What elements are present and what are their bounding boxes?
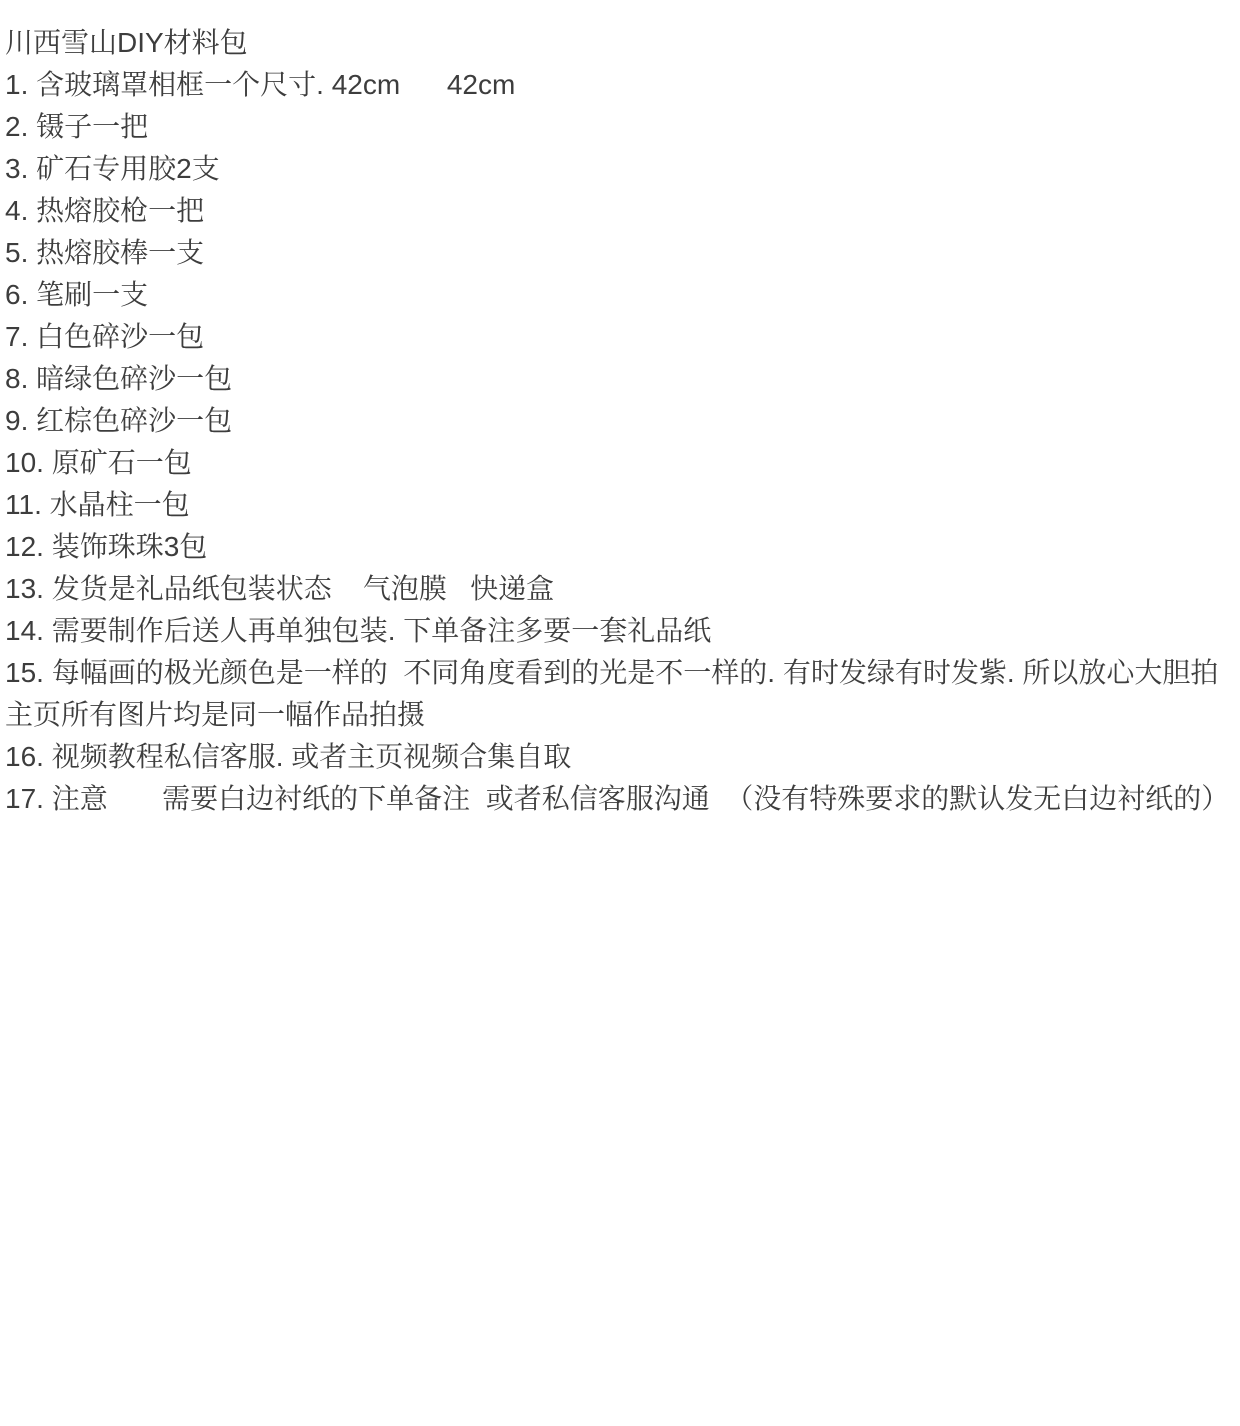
list-item-2: 2. 镊子一把 (5, 111, 149, 142)
list-item-5: 5. 热熔胶棒一支 (5, 237, 205, 268)
list-item-15: 15. 每幅画的极光颜色是一样的 不同角度看到的光是不一样的. 有时发绿有时发紫. 所以放心大胆拍 (5, 657, 1219, 688)
list-item-10: 10. 原矿石一包 (5, 447, 192, 478)
list-item-6: 6. 笔刷一支 (5, 279, 149, 310)
list-item-16: 16. 视频教程私信客服. 或者主页视频合集自取 (5, 741, 572, 772)
list-item-9: 9. 红棕色碎沙一包 (5, 405, 233, 436)
list-item-14: 14. 需要制作后送人再单独包装. 下单备注多要一套礼品纸 (5, 615, 712, 646)
list-item-11: 11. 水晶柱一包 (5, 489, 190, 520)
list-item-1: 1. 含玻璃罩相框一个尺寸. 42cm 42cm (5, 69, 516, 100)
list-item-15-continuation: 主页所有图片均是同一幅作品拍摄 (5, 699, 426, 730)
list-item-3: 3. 矿石专用胶2支 (5, 153, 220, 184)
list-item-8: 8. 暗绿色碎沙一包 (5, 363, 233, 394)
list-item-17: 17. 注意 需要白边衬纸的下单备注 或者私信客服沟通 （没有特殊要求的默认发无白边衬纸的） (5, 783, 1230, 814)
list-item-13: 13. 发货是礼品纸包装状态 气泡膜 快递盒 (5, 573, 555, 604)
document-title: 川西雪山DIY材料包 (5, 27, 248, 58)
list-item-4: 4. 热熔胶枪一把 (5, 195, 205, 226)
list-item-7: 7. 白色碎沙一包 (5, 321, 205, 352)
product-description-document (5, 22, 1232, 820)
list-item-12: 12. 装饰珠珠3包 (5, 531, 208, 562)
